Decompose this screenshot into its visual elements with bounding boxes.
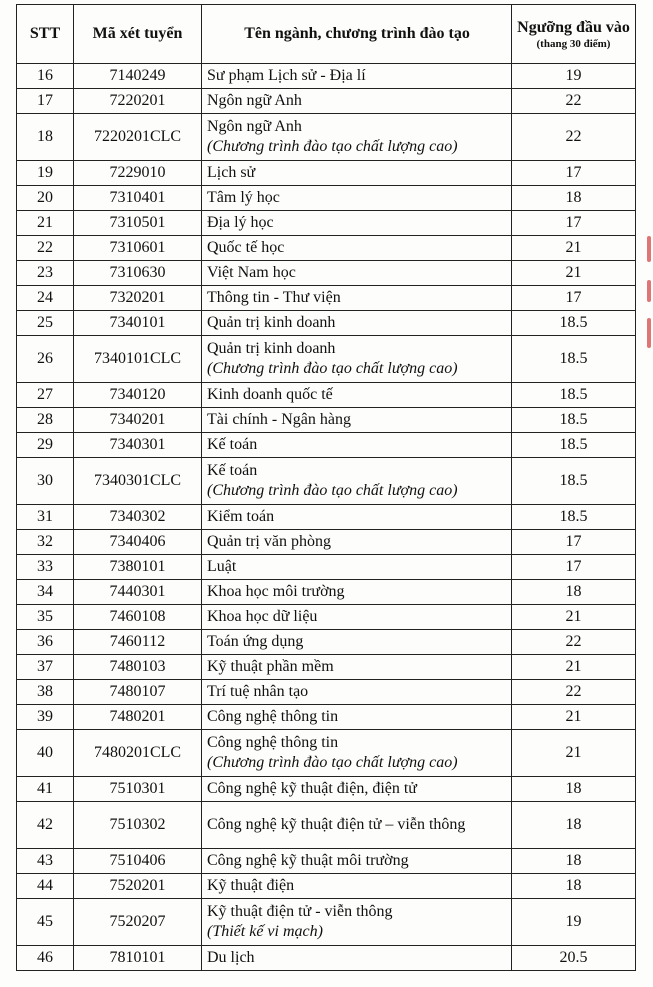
row-program xyxy=(202,899,512,946)
row-stt: 36 xyxy=(17,630,74,655)
row-code: 7460108 xyxy=(74,605,202,630)
row-score: 22 xyxy=(512,114,636,161)
row-program xyxy=(202,261,512,286)
row-score: 21 xyxy=(512,655,636,680)
row-score: 18.5 xyxy=(512,458,636,505)
row-score: 18 xyxy=(512,874,636,899)
row-stt: 24 xyxy=(17,286,74,311)
row-stt: 41 xyxy=(17,777,74,802)
row-program-note: (Chương trình đào tạo chất lượng cao) xyxy=(207,138,458,155)
row-program xyxy=(202,655,512,680)
table-row xyxy=(17,730,636,777)
row-score: 18.5 xyxy=(512,408,636,433)
table-row xyxy=(17,705,636,730)
row-program xyxy=(202,580,512,605)
row-code: 7340101CLC xyxy=(74,336,202,383)
row-code: 7140249 xyxy=(74,64,202,89)
row-program-name: Địa lý học xyxy=(207,214,274,231)
row-program-note: (Thiết kế vi mạch) xyxy=(207,923,323,940)
row-stt: 46 xyxy=(17,946,74,971)
table-row xyxy=(17,655,636,680)
header-stt: STT xyxy=(17,5,74,64)
row-code: 7480103 xyxy=(74,655,202,680)
table-row xyxy=(17,114,636,161)
row-program-name: Công nghệ thông tin xyxy=(207,734,339,751)
row-program-name: Kinh doanh quốc tế xyxy=(207,386,333,403)
row-program-name: Quản trị văn phòng xyxy=(207,533,331,550)
row-score: 17 xyxy=(512,211,636,236)
table-row xyxy=(17,433,636,458)
header-code: Mã xét tuyển xyxy=(74,5,202,64)
row-stt: 31 xyxy=(17,505,74,530)
table-row xyxy=(17,580,636,605)
row-score: 22 xyxy=(512,89,636,114)
header-score-scale: (thang 30 điểm) xyxy=(536,37,611,50)
row-program xyxy=(202,458,512,505)
row-code: 7480201CLC xyxy=(74,730,202,777)
row-program xyxy=(202,605,512,630)
table-row xyxy=(17,236,636,261)
row-score: 22 xyxy=(512,680,636,705)
row-score: 18.5 xyxy=(512,433,636,458)
row-code: 7340302 xyxy=(74,505,202,530)
row-program xyxy=(202,433,512,458)
row-program xyxy=(202,505,512,530)
table-row xyxy=(17,408,636,433)
row-program-name: Việt Nam học xyxy=(207,264,296,281)
row-program xyxy=(202,777,512,802)
row-program xyxy=(202,336,512,383)
row-program-name: Tài chính - Ngân hàng xyxy=(207,411,351,428)
row-program-name: Kế toán xyxy=(207,436,258,453)
row-program xyxy=(202,530,512,555)
row-code: 7520207 xyxy=(74,899,202,946)
admission-threshold-table xyxy=(16,4,636,971)
row-code: 7220201CLC xyxy=(74,114,202,161)
row-program xyxy=(202,64,512,89)
row-program-name: Du lịch xyxy=(207,949,255,966)
row-program-name: Khoa học môi trường xyxy=(207,583,345,600)
row-program-name: Quản trị kinh doanh xyxy=(207,340,336,357)
row-score: 17 xyxy=(512,530,636,555)
table-row xyxy=(17,605,636,630)
table-row xyxy=(17,849,636,874)
row-program-name: Công nghệ kỹ thuật môi trường xyxy=(207,852,409,869)
row-code: 7510301 xyxy=(74,777,202,802)
row-stt: 22 xyxy=(17,236,74,261)
table-row xyxy=(17,802,636,849)
row-program-name: Tâm lý học xyxy=(207,189,280,206)
row-program-name: Ngôn ngữ Anh xyxy=(207,118,302,135)
margin-stamp-mark xyxy=(647,318,651,348)
row-stt: 23 xyxy=(17,261,74,286)
row-score: 21 xyxy=(512,705,636,730)
row-program-name: Kiểm toán xyxy=(207,508,275,525)
row-program-note: (Chương trình đào tạo chất lượng cao) xyxy=(207,754,458,771)
row-score: 17 xyxy=(512,161,636,186)
table-row xyxy=(17,64,636,89)
row-score: 18 xyxy=(512,777,636,802)
row-score: 18.5 xyxy=(512,505,636,530)
row-stt: 27 xyxy=(17,383,74,408)
row-program-name: Khoa học dữ liệu xyxy=(207,608,318,625)
row-program xyxy=(202,874,512,899)
row-stt: 42 xyxy=(17,802,74,849)
row-stt: 17 xyxy=(17,89,74,114)
row-score: 18 xyxy=(512,580,636,605)
row-stt: 25 xyxy=(17,311,74,336)
row-program xyxy=(202,680,512,705)
row-program-name: Lịch sử xyxy=(207,164,256,181)
row-score: 21 xyxy=(512,236,636,261)
row-stt: 19 xyxy=(17,161,74,186)
row-stt: 34 xyxy=(17,580,74,605)
table-row xyxy=(17,630,636,655)
row-code: 7340301 xyxy=(74,433,202,458)
row-program-name: Kế toán xyxy=(207,462,258,479)
table-row xyxy=(17,311,636,336)
row-program xyxy=(202,802,512,849)
row-program-name: Kỹ thuật phần mềm xyxy=(207,658,334,675)
row-program xyxy=(202,383,512,408)
row-score: 17 xyxy=(512,555,636,580)
row-stt: 39 xyxy=(17,705,74,730)
row-program xyxy=(202,408,512,433)
table-row xyxy=(17,336,636,383)
row-stt: 26 xyxy=(17,336,74,383)
row-stt: 30 xyxy=(17,458,74,505)
row-code: 7380101 xyxy=(74,555,202,580)
row-stt: 37 xyxy=(17,655,74,680)
table-row xyxy=(17,874,636,899)
table-row xyxy=(17,899,636,946)
row-code: 7320201 xyxy=(74,286,202,311)
table-row xyxy=(17,680,636,705)
row-program xyxy=(202,730,512,777)
row-stt: 45 xyxy=(17,899,74,946)
row-code: 7340101 xyxy=(74,311,202,336)
row-code: 7480107 xyxy=(74,680,202,705)
row-score: 19 xyxy=(512,899,636,946)
row-code: 7310401 xyxy=(74,186,202,211)
row-program-name: Quốc tế học xyxy=(207,239,285,256)
table-row xyxy=(17,555,636,580)
row-program xyxy=(202,849,512,874)
row-score: 18.5 xyxy=(512,383,636,408)
row-program-name: Thông tin - Thư viện xyxy=(207,289,341,306)
row-program-name: Kỹ thuật điện xyxy=(207,877,295,894)
table-row xyxy=(17,777,636,802)
row-program-name: Luật xyxy=(207,558,237,575)
row-stt: 44 xyxy=(17,874,74,899)
row-score: 17 xyxy=(512,286,636,311)
row-score: 21 xyxy=(512,261,636,286)
row-program-name: Kỹ thuật điện tử - viễn thông xyxy=(207,903,393,920)
row-stt: 16 xyxy=(17,64,74,89)
row-score: 22 xyxy=(512,630,636,655)
row-stt: 33 xyxy=(17,555,74,580)
row-stt: 21 xyxy=(17,211,74,236)
table-row xyxy=(17,458,636,505)
header-score xyxy=(512,5,636,64)
row-code: 7340120 xyxy=(74,383,202,408)
row-program xyxy=(202,211,512,236)
row-score: 18.5 xyxy=(512,311,636,336)
row-code: 7229010 xyxy=(74,161,202,186)
table-row xyxy=(17,186,636,211)
row-program xyxy=(202,630,512,655)
row-program xyxy=(202,114,512,161)
row-program-note: (Chương trình đào tạo chất lượng cao) xyxy=(207,360,458,377)
row-code: 7220201 xyxy=(74,89,202,114)
row-score: 20.5 xyxy=(512,946,636,971)
row-program-name: Toán ứng dụng xyxy=(207,633,304,650)
row-stt: 29 xyxy=(17,433,74,458)
row-score: 21 xyxy=(512,730,636,777)
row-score: 18 xyxy=(512,186,636,211)
row-code: 7460112 xyxy=(74,630,202,655)
table-row xyxy=(17,161,636,186)
row-code: 7310601 xyxy=(74,236,202,261)
row-program-name: Công nghệ kỹ thuật điện tử – viễn thông xyxy=(207,816,466,833)
row-program-name: Công nghệ kỹ thuật điện, điện tử xyxy=(207,780,417,797)
row-code: 7340406 xyxy=(74,530,202,555)
row-code: 7310630 xyxy=(74,261,202,286)
row-program-note: (Chương trình đào tạo chất lượng cao) xyxy=(207,482,458,499)
row-program xyxy=(202,236,512,261)
row-code: 7480201 xyxy=(74,705,202,730)
row-stt: 18 xyxy=(17,114,74,161)
row-program xyxy=(202,311,512,336)
margin-stamp-mark xyxy=(647,236,651,262)
row-score: 18.5 xyxy=(512,336,636,383)
row-program-name: Sư phạm Lịch sử - Địa lí xyxy=(207,67,366,84)
row-program-name: Trí tuệ nhân tạo xyxy=(207,683,309,700)
header-score-label: Ngưỡng đầu vào xyxy=(517,18,630,36)
row-stt: 40 xyxy=(17,730,74,777)
row-score: 21 xyxy=(512,605,636,630)
row-code: 7340201 xyxy=(74,408,202,433)
table-row xyxy=(17,211,636,236)
row-stt: 38 xyxy=(17,680,74,705)
row-program xyxy=(202,286,512,311)
row-program-name: Công nghệ thông tin xyxy=(207,708,339,725)
row-code: 7510302 xyxy=(74,802,202,849)
row-stt: 32 xyxy=(17,530,74,555)
table-row xyxy=(17,383,636,408)
row-program xyxy=(202,161,512,186)
table-row xyxy=(17,286,636,311)
row-stt: 35 xyxy=(17,605,74,630)
row-program xyxy=(202,186,512,211)
table-row xyxy=(17,261,636,286)
table-row xyxy=(17,530,636,555)
table-header-row xyxy=(17,5,636,64)
row-score: 18 xyxy=(512,802,636,849)
row-stt: 20 xyxy=(17,186,74,211)
row-program xyxy=(202,946,512,971)
row-score: 19 xyxy=(512,64,636,89)
header-name: Tên ngành, chương trình đào tạo xyxy=(202,5,512,64)
row-program-name: Quản trị kinh doanh xyxy=(207,314,336,331)
row-program xyxy=(202,89,512,114)
table-row xyxy=(17,89,636,114)
row-code: 7440301 xyxy=(74,580,202,605)
table-body xyxy=(17,64,636,971)
row-stt: 28 xyxy=(17,408,74,433)
row-stt: 43 xyxy=(17,849,74,874)
row-program-name: Ngôn ngữ Anh xyxy=(207,92,302,109)
table-row xyxy=(17,946,636,971)
table-row xyxy=(17,505,636,530)
row-code: 7520201 xyxy=(74,874,202,899)
row-code: 7810101 xyxy=(74,946,202,971)
margin-stamp-mark xyxy=(647,280,651,302)
row-code: 7510406 xyxy=(74,849,202,874)
row-score: 18 xyxy=(512,849,636,874)
row-program xyxy=(202,705,512,730)
row-code: 7340301CLC xyxy=(74,458,202,505)
row-program xyxy=(202,555,512,580)
row-code: 7310501 xyxy=(74,211,202,236)
